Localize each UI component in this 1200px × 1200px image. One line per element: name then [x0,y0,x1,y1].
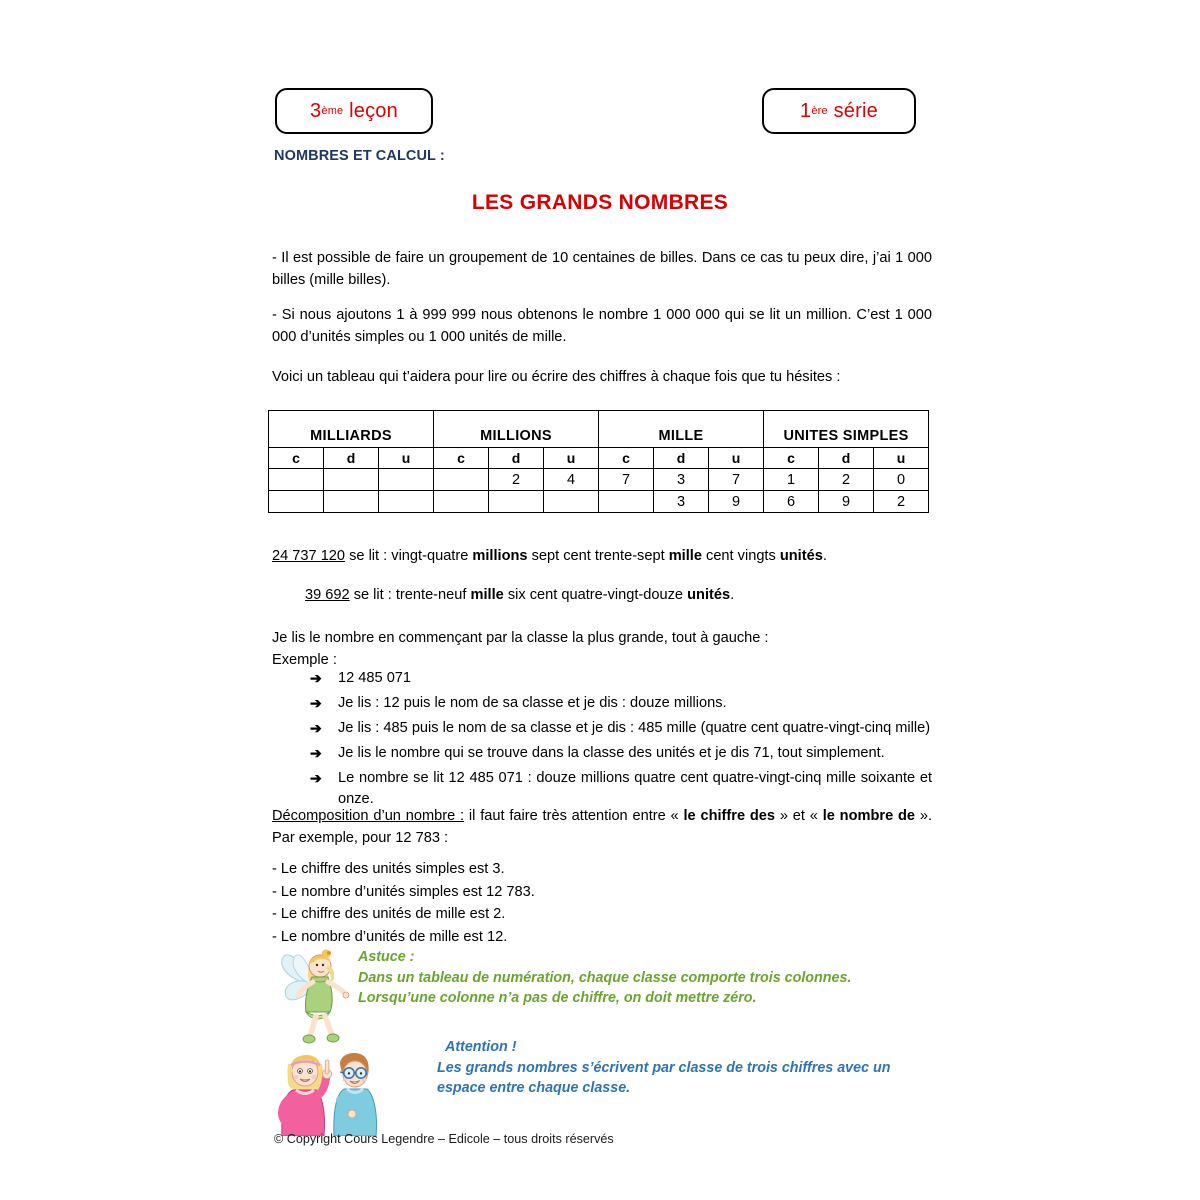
table-class-header-row [269,411,929,448]
reading-example-1-bold-mille: mille [668,548,702,564]
class-header-millions: MILLIONS [434,411,599,448]
list-item [310,693,932,715]
arrow-icon: ➔ [310,744,322,761]
arrow-icon: ➔ [310,769,322,786]
boy-figure [334,1053,377,1136]
class-header-unites-simples: UNITES SIMPLES [764,411,929,448]
decomposition-list [272,858,932,948]
subheader-cell: c [269,448,324,469]
list-item-text: Je lis le nombre qui se trouve dans la classe des unités et je dis 71, tout simplement. [338,744,885,761]
digit-cell: 2 [489,469,544,491]
digit-cell [434,491,489,513]
numeration-table-wrap [268,410,929,513]
intro-paragraph-3: Voici un tableau qui t’aidera pour lire ou écrire des chiffres à chaque fois que tu hésites : [272,369,841,385]
astuce-title: Astuce : [358,949,415,965]
subheader-cell: u [379,448,434,469]
reading-example-1-end: . [822,548,827,564]
reading-example-2 [305,585,932,607]
lesson-badge: 3 ème leçon [275,88,433,134]
arrow-icon: ➔ [310,694,322,711]
subheader-cell: u [544,448,599,469]
intro-paragraph-1: - Il est possible de faire un groupement de 10 centaines de billes. Dans ce cas tu peux dire, j’ai 1 000 billes (mille billes). [272,250,932,288]
digit-cell [599,491,654,513]
subheader-cell: d [819,448,874,469]
subheader-cell: d [654,448,709,469]
digit-cell: 3 [654,491,709,513]
reading-example-2-end: . [730,587,735,603]
class-header-mille: MILLE [599,411,764,448]
fairy-icon [272,936,352,1048]
table-subheader-row [269,448,929,469]
digit-cell [269,469,324,491]
attention-line-1: Les grands nombres s’écrivent par classe de trois chiffres avec un espace entre chaque classe. [437,1059,891,1097]
digit-cell: 1 [764,469,819,491]
subheader-cell: c [599,448,654,469]
digit-cell [379,491,434,513]
list-item-text: Je lis : 12 puis le nom de sa classe et je dis : douze millions. [338,694,727,711]
digit-cell: 9 [709,491,764,513]
table-row [269,469,929,491]
reading-example-1-mid3: cent vingts [701,548,780,564]
list-item: - Le nombre d’unités de mille est 12. [272,928,508,945]
arrow-icon: ➔ [310,719,322,736]
two-children-icon [272,1040,384,1136]
decomposition-title: Décomposition d’un nombre : [272,808,465,824]
reading-example-1-number: 24 737 120 [272,548,346,564]
digit-cell [324,469,379,491]
reading-example-1-mid1: se lit : vingt-quatre [345,548,473,564]
lesson-badge-label: leçon [349,99,398,122]
list-item [310,718,932,740]
digit-cell: 7 [709,469,764,491]
method-lead [272,628,932,671]
attention-title: Attention ! [445,1039,517,1055]
reading-example-1 [272,546,932,568]
list-item [310,743,932,765]
astuce-tip [358,947,918,1009]
children-illustration [272,1040,384,1136]
page-title: LES GRANDS NOMBRES [471,191,729,214]
series-badge: 1 ère série [762,88,916,134]
digit-cell [324,491,379,513]
digit-cell [379,469,434,491]
decomposition-bold-chiffre-des: le chiffre des [683,808,776,824]
attention-tip [437,1037,927,1099]
digit-cell [269,491,324,513]
list-item-text: Je lis : 485 puis le nom de sa classe et je dis : 485 mille (quatre cent quatre-vingt-cinq mille) [338,719,931,736]
method-lead-line-1: Je lis le nombre en commençant par la classe la plus grande, tout à gauche : [272,630,769,646]
decomposition-intro-b: » et « [775,808,823,824]
decomposition-intro-a: il faut faire très attention entre « [464,808,684,824]
series-badge-label: série [833,99,878,122]
astuce-line-2: Lorsqu’une colonne n’a pas de chiffre, on doit mettre zéro. [358,990,757,1007]
table-row [269,491,929,513]
reading-example-1-bold-millions: millions [472,548,528,564]
section-kicker: NOMBRES ET CALCUL : [274,148,445,164]
list-item: - Le nombre d’unités simples est 12 783. [272,883,535,900]
arrow-icon: ➔ [310,670,322,686]
digit-cell: 7 [599,469,654,491]
subheader-cell: u [874,448,929,469]
intro-paragraph-2: - Si nous ajoutons 1 à 999 999 nous obtenons le nombre 1 000 000 qui se lit un million. C’est 1 000 000 d’unités simples ou 1 000 unités de mille. [272,307,932,345]
astuce-line-1: Dans un tableau de numération, chaque classe comporte trois colonnes. [358,969,852,986]
digit-cell: 2 [819,469,874,491]
reading-example-1-bold-unites: unités [779,548,823,564]
girl-figure [282,1055,332,1136]
reading-example-2-bold-mille: mille [470,587,504,603]
digit-cell [489,491,544,513]
decomposition-paragraph [272,806,932,849]
digit-cell [434,469,489,491]
digit-cell [544,491,599,513]
list-item-text: 12 485 071 [338,670,412,686]
subheader-cell: c [764,448,819,469]
copyright-footer: © Copyright Cours Legendre – Edicole – tous droits réservés [274,1132,614,1146]
subheader-cell: u [709,448,764,469]
subheader-cell: d [324,448,379,469]
decomposition-intro-c: ». Par exemple, pour 12 783 : [272,808,933,846]
reading-example-2-mid1: se lit : trente-neuf [349,587,471,603]
lesson-badge-number: 3 [310,99,322,122]
digit-cell: 6 [764,491,819,513]
subheader-cell: d [489,448,544,469]
list-item: - Le chiffre des unités simples est 3. [272,861,505,877]
reading-example-2-bold-unites: unités [687,587,731,603]
example-arrow-list [310,668,932,814]
digit-cell: 9 [819,491,874,513]
digit-cell: 2 [874,491,929,513]
reading-example-2-number: 39 692 [305,587,350,603]
method-lead-line-2: Exemple : [272,651,337,668]
reading-example-1-mid2: sept cent trente-sept [527,548,669,564]
list-item [310,768,932,812]
digit-cell: 0 [874,469,929,491]
list-item [310,668,932,690]
list-item-text: Le nombre se lit 12 485 071 : douze millions quatre cent quatre-vingt-cinq mille soixante et onze. [338,769,932,808]
subheader-cell: c [434,448,489,469]
digit-cell: 3 [654,469,709,491]
fairy-illustration [272,936,352,1048]
class-header-milliards: MILLIARDS [269,411,434,448]
numeration-table [268,410,929,513]
list-item: - Le chiffre des unités de mille est 2. [272,906,506,923]
digit-cell: 4 [544,469,599,491]
series-badge-number: 1 [800,99,812,122]
reading-example-2-mid2: six cent quatre-vingt-douze [503,587,688,603]
decomposition-bold-nombre-de: le nombre de [822,808,916,824]
